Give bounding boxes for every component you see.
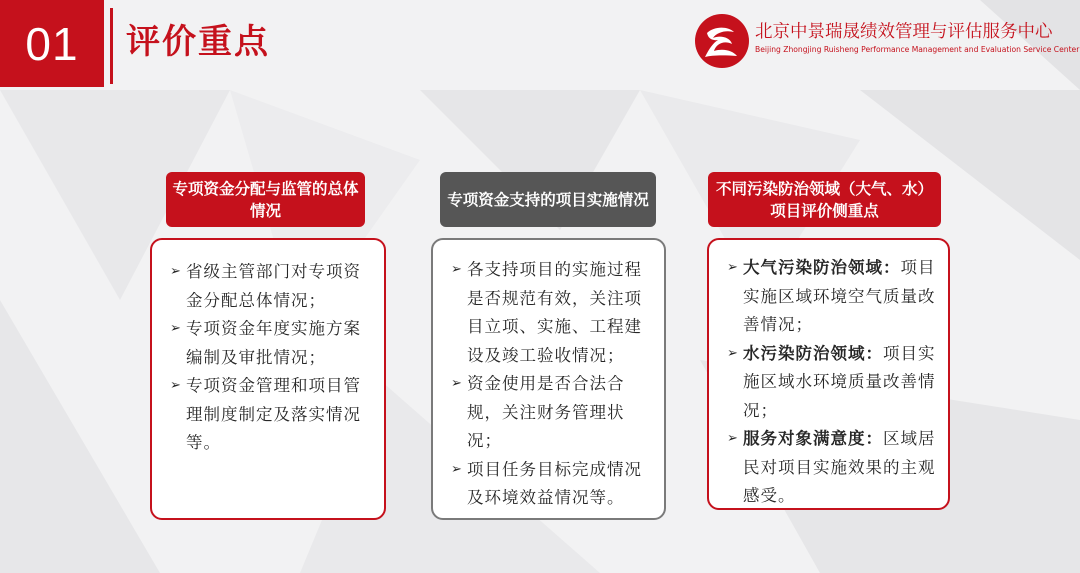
list-item: ➢ 省级主管部门对专项资金分配总体情况；	[170, 258, 372, 315]
column-heading-fund-allocation	[166, 172, 365, 227]
item-label: 大气污染防治领域：	[743, 258, 901, 277]
column-card-pollution-focus	[707, 238, 950, 510]
list-item: ➢ 大气污染防治领域：项目实施区域环境空气质量改善情况；	[727, 254, 936, 340]
arrow-bullet-icon: ➢	[451, 262, 463, 277]
org-logo-icon	[694, 13, 750, 69]
org-name-cn: 北京中景瑞晟绩效管理与评估服务中心	[755, 22, 1053, 42]
column-heading-text: 专项资金分配与监管的总体情况	[172, 179, 359, 220]
title-divider	[110, 8, 113, 84]
arrow-bullet-icon: ➢	[727, 431, 739, 446]
column-heading-project-implementation	[440, 172, 656, 227]
column-heading-text: 专项资金支持的项目实施情况	[447, 190, 649, 209]
list-item: ➢ 各支持项目的实施过程是否规范有效，关注项目立项、实施、工程建设及竣工验收情况；	[451, 256, 652, 370]
item-label: 服务对象满意度：	[743, 429, 883, 448]
list-item: ➢ 资金使用是否合法合规，关注财务管理状况；	[451, 370, 652, 456]
list-item: ➢ 专项资金年度实施方案编制及审批情况；	[170, 315, 372, 372]
arrow-bullet-icon: ➢	[170, 321, 182, 336]
arrow-bullet-icon: ➢	[170, 264, 182, 279]
arrow-bullet-icon: ➢	[170, 378, 182, 393]
list-item: ➢ 项目任务目标完成情况及环境效益情况等。	[451, 456, 652, 513]
arrow-bullet-icon: ➢	[727, 345, 739, 361]
arrow-bullet-icon: ➢	[727, 260, 739, 275]
page-title: 评价重点	[126, 22, 270, 62]
section-number: 01	[0, 0, 104, 87]
column-card-fund-allocation	[150, 238, 386, 520]
column-heading-pollution-focus	[708, 172, 941, 227]
arrow-bullet-icon: ➢	[451, 461, 463, 477]
list-item: ➢ 服务对象满意度：区域居民对项目实施效果的主观感受。	[727, 425, 936, 511]
item-label: 水污染防治领域：	[743, 343, 883, 363]
list-item: ➢ 水污染防治领域：项目实施区域水环境质量改善情况；	[727, 340, 936, 426]
column-heading-text: 不同污染防治领域（大气、水）项目评价侧重点	[715, 179, 933, 220]
org-name-en: Beijing Zhongjing Ruisheng Performance Management and Evaluation Service Center	[755, 45, 1080, 54]
column-card-project-implementation	[431, 238, 666, 520]
arrow-bullet-icon: ➢	[451, 376, 463, 391]
list-item: ➢ 专项资金管理和项目管理制度制定及落实情况等。	[170, 372, 372, 458]
